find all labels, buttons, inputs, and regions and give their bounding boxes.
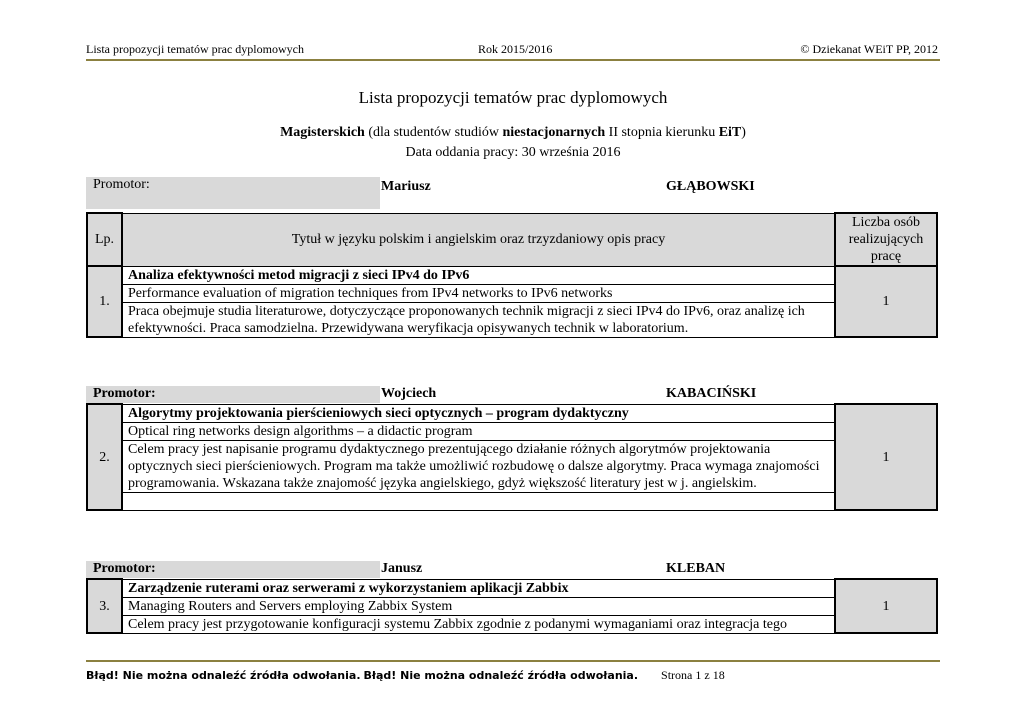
promotor-last-name: GŁĄBOWSKI [666, 179, 755, 194]
header-count: Liczba osób realizujących pracę [835, 213, 937, 266]
promotor-row-1 [86, 177, 938, 209]
promotor-last-name: KLEBAN [666, 561, 726, 576]
entry-count: 1 [835, 404, 937, 510]
document-title: Lista propozycji tematów prac dyplomowych [358, 88, 668, 107]
promotor-row-3 [86, 561, 938, 578]
promotor-row-2 [86, 386, 938, 403]
entry-lp: 1. [87, 266, 122, 337]
empty-cell [122, 492, 835, 510]
table-row [87, 615, 937, 633]
document-subtitle [86, 125, 940, 141]
entry-title-en: Optical ring networks design algorithms – a didactic program [122, 422, 835, 440]
deadline: Data oddania pracy: 30 września 2016 [405, 145, 621, 160]
header-rule [86, 59, 940, 61]
table-row [87, 579, 937, 597]
footer-error-1: Błąd! Nie można odnaleźć źródła odwołania. [86, 669, 361, 682]
entry-count: 1 [835, 266, 937, 337]
page-header-center: Rok 2015/2016 [478, 42, 553, 56]
table-row [87, 597, 937, 615]
header-lp: Lp. [87, 213, 122, 266]
promotor-first-name: Wojciech [381, 386, 437, 401]
footer-error-2: Błąd! Nie można odnaleźć źródła odwołania. [363, 669, 639, 682]
table-row [87, 284, 937, 302]
entry-lp: 2. [87, 404, 122, 510]
entry-title-pl: Analiza efektywności metod migracji z sieci IPv4 do IPv6 [122, 266, 835, 284]
subtitle-field: EiT [718, 125, 742, 140]
header-title: Tytuł w języku polskim i angielskim oraz trzyzdaniowy opis pracy [122, 213, 835, 266]
entry-title-en: Performance evaluation of migration techniques from IPv4 networks to IPv6 networks [122, 284, 835, 302]
entry-table-3 [86, 578, 938, 634]
page-header-right: © Dziekanat WEiT PP, 2012 [800, 42, 938, 56]
subtitle-mode: niestacjonarnych [502, 125, 606, 140]
subtitle-close: ) [741, 125, 746, 140]
subtitle-text: (dla studentów studiów [364, 125, 503, 140]
table-row [87, 422, 937, 440]
table-row-empty [87, 492, 937, 510]
entry-table-1 [86, 212, 938, 338]
promotor-label: Promotor: [86, 177, 380, 209]
promotor-label: Promotor: [86, 386, 380, 403]
entry-title-pl: Algorytmy projektowania pierścieniowych sieci optycznych – program dydaktyczny [122, 404, 835, 422]
entry-description: Praca obejmuje studia literaturowe, dotyczyczące proponowanych technik migracji z sieci IPv4 do IPv6, oraz analizę ich efektywności. Praca samodzielna. Przewidywana weryfikacja opisywanych technik w laboratorium. [122, 302, 835, 337]
promotor-first-name: Mariusz [381, 179, 431, 194]
entry-description: Celem pracy jest przygotowanie konfiguracji systemu Zabbix zgodnie z podanymi wymaganiami oraz integracja tego [122, 615, 835, 633]
page-header-left: Lista propozycji tematów prac dyplomowych [86, 42, 304, 56]
promotor-last-name: KABACIŃSKI [666, 386, 757, 401]
entry-title-pl: Zarządzenie ruterami oraz serwerami z wykorzystaniem aplikacji Zabbix [122, 579, 835, 597]
table-row [87, 404, 937, 422]
footer-rule [86, 660, 940, 662]
entry-title-en: Managing Routers and Servers employing Zabbix System [122, 597, 835, 615]
table-header-row [87, 213, 937, 266]
page-footer [86, 668, 725, 683]
promotor-first-name: Janusz [381, 561, 423, 576]
table-row [87, 440, 937, 492]
entry-count: 1 [835, 579, 937, 633]
table-row [87, 302, 937, 337]
table-row [87, 266, 937, 284]
entry-lp: 3. [87, 579, 122, 633]
subtitle-degree: Magisterskich [280, 125, 365, 140]
page-number: Strona 1 z 18 [661, 668, 725, 682]
promotor-label: Promotor: [86, 561, 380, 578]
entry-description: Celem pracy jest napisanie programu dydaktycznego prezentującego działanie różnych algorytmów projektowania optycznych sieci pierścieniowych. Program ma także umożliwić rozbudowę o dalsze algorytmy. Praca wymaga znajomości programowania. Wskazana także znajomość języka angielskiego, gdyż większość literatury jest w j. angielskim. [122, 440, 835, 492]
entry-table-2 [86, 403, 938, 511]
subtitle-text2: II stopnia kierunku [605, 125, 719, 140]
